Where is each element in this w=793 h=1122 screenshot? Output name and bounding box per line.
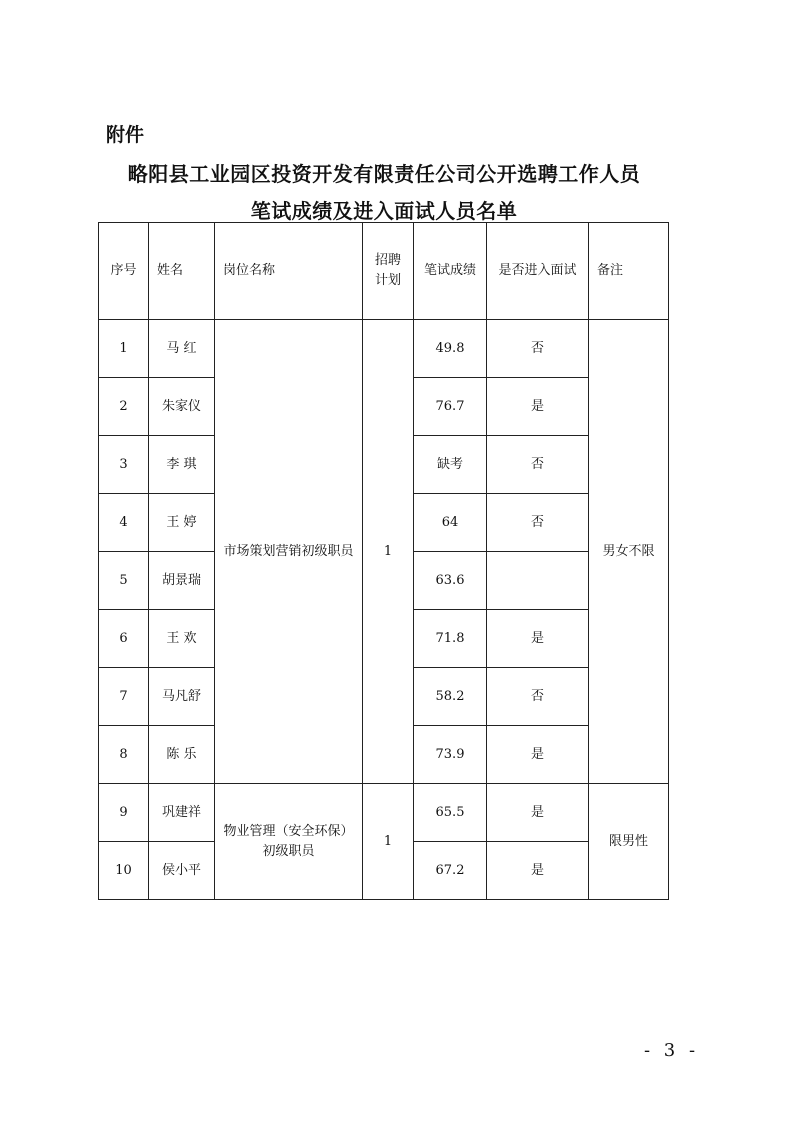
cell-plan: 1 [363,320,414,784]
cell-no: 5 [99,552,149,610]
cell-interview: 否 [487,320,589,378]
cell-score: 58.2 [414,668,487,726]
table-row [99,784,669,842]
cell-name: 朱家仪 [149,378,215,436]
cell-interview: 否 [487,436,589,494]
cell-plan: 1 [363,784,414,900]
cell-position-line-2: 初级职员 [262,843,315,859]
document-title-line-1: 略阳县工业园区投资开发有限责任公司公开选聘工作人员 [127,162,641,186]
cell-no: 8 [99,726,149,784]
cell-name: 侯小平 [149,842,215,900]
table-row [99,320,669,378]
document-title-line-2: 笔试成绩及进入面试人员名单 [250,199,518,223]
header-plan-line-2: 计划 [374,273,401,288]
cell-no: 10 [99,842,149,900]
attachment-label: 附件 [106,124,145,146]
cell-no: 2 [99,378,149,436]
cell-position-line-1: 物业管理（安全环保） [223,823,354,839]
header-score: 笔试成绩 [414,223,487,320]
cell-remark: 男女不限 [589,320,669,784]
header-plan [363,223,414,320]
cell-score: 63.6 [414,552,487,610]
page-number: - 3 - [644,1040,700,1061]
cell-no: 3 [99,436,149,494]
cell-no: 7 [99,668,149,726]
cell-position [215,784,363,900]
cell-name: 王 婷 [149,494,215,552]
table-header-row [99,223,669,320]
cell-score: 49.8 [414,320,487,378]
cell-interview: 是 [487,726,589,784]
cell-score: 缺考 [414,436,487,494]
header-plan-line-1: 招聘 [374,253,401,268]
cell-interview: 是 [487,842,589,900]
cell-score: 71.8 [414,610,487,668]
cell-interview [487,552,589,610]
header-no: 序号 [99,223,149,320]
cell-score: 67.2 [414,842,487,900]
cell-score: 76.7 [414,378,487,436]
cell-name: 胡景瑞 [149,552,215,610]
cell-interview: 是 [487,378,589,436]
cell-interview: 否 [487,668,589,726]
cell-no: 6 [99,610,149,668]
header-remark: 备注 [589,223,669,320]
cell-name: 巩建祥 [149,784,215,842]
cell-name: 王 欢 [149,610,215,668]
cell-score: 73.9 [414,726,487,784]
cell-score: 64 [414,494,487,552]
cell-no: 1 [99,320,149,378]
cell-name: 李 琪 [149,436,215,494]
cell-score: 65.5 [414,784,487,842]
header-position: 岗位名称 [215,223,363,320]
cell-interview: 是 [487,610,589,668]
candidate-score-table [98,222,669,900]
header-name: 姓名 [149,223,215,320]
cell-no: 4 [99,494,149,552]
cell-interview: 否 [487,494,589,552]
cell-no: 9 [99,784,149,842]
header-interview: 是否进入面试 [487,223,589,320]
cell-position: 市场策划营销初级职员 [215,320,363,784]
cell-remark: 限男性 [589,784,669,900]
cell-interview: 是 [487,784,589,842]
cell-name: 马 红 [149,320,215,378]
cell-name: 陈 乐 [149,726,215,784]
cell-name: 马凡舒 [149,668,215,726]
